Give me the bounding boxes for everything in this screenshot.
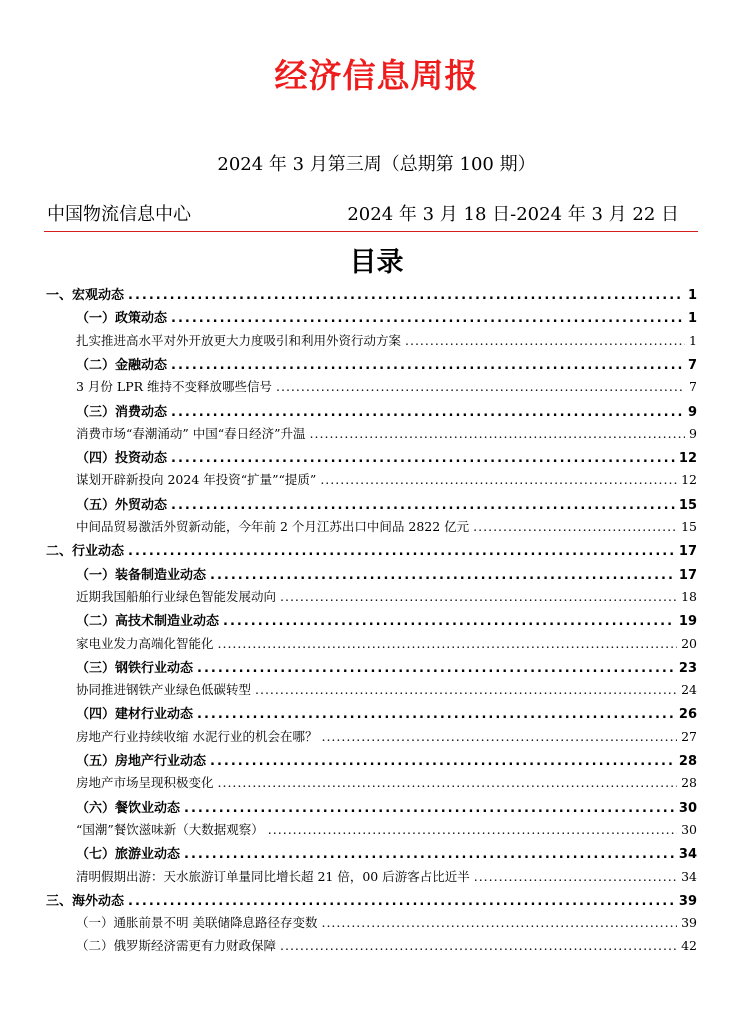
toc-dot-leader — [473, 519, 677, 534]
toc-entry-title: （二）高技术制造业动态 — [76, 614, 220, 630]
toc-dot-leader — [184, 847, 675, 862]
toc-entry-title: （三）钢铁行业动态 — [76, 660, 194, 676]
report-title: 经济信息周报 — [274, 56, 479, 95]
toc-page-number: 27 — [681, 728, 697, 744]
toc-dot-leader — [474, 869, 677, 884]
toc-entry[interactable] — [76, 843, 697, 865]
toc-entry-title: （五）房地产行业动态 — [76, 754, 207, 769]
toc-dot-leader — [321, 729, 677, 744]
toc-page-number: 30 — [678, 800, 697, 816]
toc-entry-title: （六）餐饮业动态 — [76, 800, 181, 816]
toc-entry-title: “国潮”餐饮滋味新（大数据观察） — [76, 821, 264, 837]
toc-entry[interactable] — [76, 797, 697, 819]
toc-dot-leader — [405, 333, 685, 348]
toc-entry[interactable] — [76, 377, 697, 399]
toc-entry-title: （七）旅游业动态 — [76, 847, 181, 863]
toc-dot-leader — [128, 544, 675, 559]
toc-entry-title: （三）消费动态 — [76, 404, 168, 420]
toc-entry[interactable] — [76, 773, 697, 795]
issue-line: 2024 年 3 月第三周（总期第 100 期） — [217, 154, 536, 175]
toc-entry[interactable] — [46, 890, 697, 912]
toc-dot-leader — [171, 358, 684, 373]
toc-dot-leader — [197, 707, 675, 722]
toc-dot-leader — [276, 379, 685, 394]
toc-entry[interactable] — [76, 424, 697, 446]
toc-dot-leader — [218, 636, 678, 651]
toc-dot-leader — [171, 311, 684, 326]
toc-entry-title: 近期我国船舶行业绿色智能发展动向 — [76, 588, 277, 604]
toc-page-number: 12 — [678, 451, 697, 467]
toc-page-number: 19 — [678, 614, 697, 630]
toc-entry-title: （一）通胀前景不明 美联储降息路径存变数 — [76, 915, 318, 931]
toc-page-number: 34 — [678, 847, 697, 863]
toc-entry[interactable] — [76, 447, 697, 469]
toc-dot-leader — [210, 568, 675, 583]
toc-entry-title: 二、行业动态 — [46, 544, 125, 560]
toc-dot-leader — [321, 915, 677, 930]
toc-entry[interactable] — [76, 587, 697, 609]
toc-dot-leader — [268, 822, 677, 837]
toc-page-number: 12 — [681, 472, 697, 488]
toc-entry-title: 3 月份 LPR 维持不变释放哪些信号 — [76, 379, 272, 395]
toc-page-number: 18 — [681, 588, 697, 604]
toc-entry[interactable] — [76, 470, 697, 492]
toc-entry[interactable] — [76, 867, 697, 889]
toc-page-number: 15 — [681, 519, 697, 534]
header-divider — [44, 231, 698, 232]
toc-page-number: 39 — [681, 915, 697, 931]
toc-entry[interactable] — [76, 307, 697, 329]
toc-page-number: 7 — [689, 379, 697, 395]
toc-entry-title: （四）投资动态 — [76, 451, 168, 467]
toc-entry-title: 房地产市场呈现积极变化 — [76, 775, 214, 791]
toc-entry-title: 消费市场“春潮涌动” 中国“春日经济”升温 — [76, 425, 306, 441]
toc-dot-leader — [255, 682, 677, 697]
toc-dot-leader — [171, 498, 675, 513]
toc-page-number: 39 — [678, 893, 697, 909]
toc-entry[interactable] — [76, 331, 697, 353]
toc-entry[interactable] — [76, 634, 697, 656]
toc-entry-title: 房地产行业持续收缩 水泥行业的机会在哪？ — [76, 728, 318, 744]
toc-page-number: 15 — [678, 497, 697, 513]
toc-dot-leader — [280, 938, 677, 953]
toc-dot-leader — [171, 451, 675, 466]
toc-entry[interactable] — [76, 657, 697, 679]
toc-entry[interactable] — [46, 540, 697, 562]
toc-page-number: 23 — [678, 660, 697, 676]
toc-dot-leader — [210, 754, 675, 769]
toc-dot-leader — [320, 472, 677, 487]
toc-entry-title: 协同推进钢铁产业绿色低碳转型 — [76, 682, 252, 698]
toc-entry[interactable] — [76, 936, 697, 958]
toc-page-number: 1 — [687, 311, 697, 327]
toc-entry-title: 中间品贸易激活外贸新动能，今年前 2 个月江苏出口中间品 2822 亿元 — [76, 519, 470, 534]
toc-dot-leader — [128, 894, 675, 909]
toc-entry-title: （四）建材行业动态 — [76, 707, 194, 723]
date-range: 2024 年 3 月 18 日-2024 年 3 月 22 日 — [347, 204, 679, 225]
toc-page-number: 9 — [687, 404, 697, 420]
toc-entry[interactable] — [76, 517, 697, 539]
toc-page-number: 28 — [678, 754, 697, 769]
toc-page-number: 1 — [687, 288, 697, 303]
toc-heading: 目录 — [349, 247, 404, 278]
toc-entry-title: （二）金融动态 — [76, 357, 168, 373]
toc-dot-leader — [184, 801, 675, 816]
toc-entry[interactable] — [76, 820, 697, 842]
toc-entry-title: 家电业发力高端化智能化 — [76, 635, 214, 651]
toc-page-number: 30 — [681, 821, 697, 837]
toc-dot-leader — [218, 775, 678, 790]
toc-page-number: 24 — [681, 682, 697, 698]
toc-entry-title: 三、海外动态 — [46, 893, 125, 909]
toc-entry[interactable] — [76, 913, 697, 935]
toc-entry[interactable] — [76, 610, 697, 632]
toc-entry[interactable] — [76, 401, 697, 423]
toc-entry[interactable] — [76, 354, 697, 376]
toc-entry-title: 扎实推进高水平对外开放更大力度吸引和利用外资行动方案 — [76, 332, 402, 348]
toc-entry-title: （一）装备制造业动态 — [76, 567, 207, 583]
toc-page-number: 1 — [689, 332, 697, 348]
toc-entry-title: 清明假期出游：天水旅游订单量同比增长超 21 倍，00 后游客占比近半 — [76, 868, 470, 884]
toc-entry-title: 谋划开辟新投向 2024 年投资“扩量”“提质” — [76, 472, 317, 488]
toc-entry[interactable] — [76, 727, 697, 749]
toc-entry[interactable] — [76, 703, 697, 725]
toc-page-number: 34 — [681, 868, 697, 884]
toc-page-number: 9 — [689, 425, 697, 441]
toc-dot-leader — [310, 426, 686, 441]
toc-entry-title: （二）俄罗斯经济需更有力财政保障 — [76, 938, 277, 954]
toc-entry-title: （五）外贸动态 — [76, 497, 168, 513]
organization-name: 中国物流信息中心 — [47, 204, 191, 225]
toc-page-number: 42 — [681, 938, 697, 954]
toc-dot-leader — [128, 288, 684, 303]
toc-page-number: 26 — [678, 707, 697, 723]
toc-entry[interactable] — [46, 284, 697, 306]
toc-entry[interactable] — [76, 680, 697, 702]
toc-page-number: 20 — [681, 635, 697, 651]
toc-entry-title: （一）政策动态 — [76, 311, 168, 327]
toc-entry[interactable] — [76, 750, 697, 772]
toc-dot-leader — [171, 405, 684, 420]
toc-page-number: 17 — [678, 567, 697, 583]
toc-entry[interactable] — [76, 494, 697, 516]
toc-dot-leader — [197, 661, 675, 676]
toc-page-number: 17 — [678, 544, 697, 560]
toc-page-number: 28 — [681, 775, 697, 791]
toc-entry[interactable] — [76, 564, 697, 586]
toc-entry-title: 一、宏观动态 — [46, 288, 125, 303]
toc-dot-leader — [280, 589, 677, 604]
toc-dot-leader — [223, 614, 675, 629]
toc-page-number: 7 — [687, 357, 697, 373]
